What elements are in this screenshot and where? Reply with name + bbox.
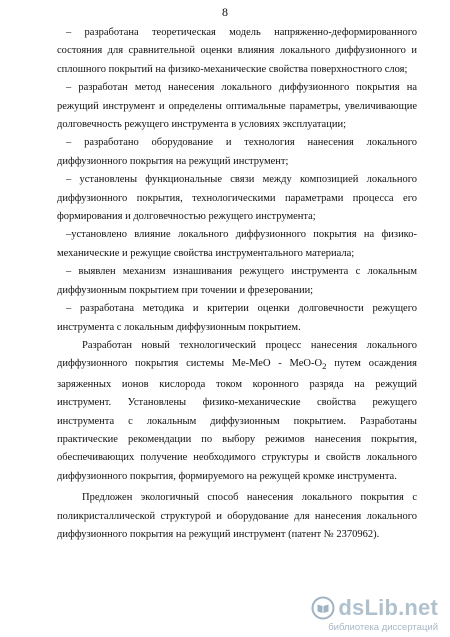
bullet-item-6: – выявлен механизм изнашивания режущего инструмента с локальным диффузионным покрытием при точении и фрезеровании; [57, 266, 417, 296]
page-number: 8 [222, 5, 228, 19]
paragraph-process [57, 337, 417, 486]
document-body [57, 24, 417, 544]
dslib-watermark [310, 595, 438, 633]
bullet-item-2: – разработан метод нанесения локального диффузионного покрытия на режущий инструмент и определены оптимальные параметры, увеличивающие долговечность режущего инструмента в условиях эксплуатации; [57, 82, 417, 131]
oxygen-subscript: 2 [322, 361, 327, 372]
paragraph-process-text-a: Разработан новый технологический процесс нанесения локального диффузионного покрытия системы Ме-МеО - МеО-О [57, 339, 417, 370]
paragraph-eco-method: Предложен экологичный способ нанесения локального покрытия с поликристаллической структурой и оборудование для нанесения локального диффузионного покрытия на режущий инструмент (патент № 2370962). [57, 492, 417, 541]
bullet-item-7: – разработана методика и критерии оценки долговечности режущего инструмента с локальным диффузионным покрытием. [57, 303, 417, 333]
watermark-logo-text: dsLib.net [338, 595, 438, 620]
bullet-item-3: – разработано оборудование и технология нанесения локального диффузионного покрытия на режущий инструмент; [57, 137, 417, 167]
paragraph-process-text-b: путем осаждения заряженных ионов кислорода током коронного разряда на режущий инструмент. Установлены физико-механические свойства режущего инструмента с локальным диффузионным покрытием. Разработаны практические рекомендации по выбору режимов нанесения покрытия, обеспечивающих получение необходимого структуры и свойств локального диффузионного покрытия, формируемого на режущей кромке инструмента. [57, 358, 417, 482]
book-circle-icon [311, 596, 335, 620]
bullet-item-4: – установлены функциональные связи между композицией локального диффузионного покрытия, технологическими параметрами процесса его формирования и долговечностью режущего инструмента; [57, 174, 417, 223]
watermark-logo-row [311, 595, 438, 621]
watermark-subtitle: библиотека диссертаций [328, 622, 438, 633]
bullet-item-1: – разработана теоретическая модель напряженно-деформированного состояния для сравнительной оценки влияния локального диффузионного и сплошного покрытий на физико-механические свойства поверхностного слоя; [57, 27, 417, 75]
bullet-item-5: –установлено влияние локального диффузионного покрытия на физико-механические и режущие свойства инструментального материала; [57, 229, 417, 259]
